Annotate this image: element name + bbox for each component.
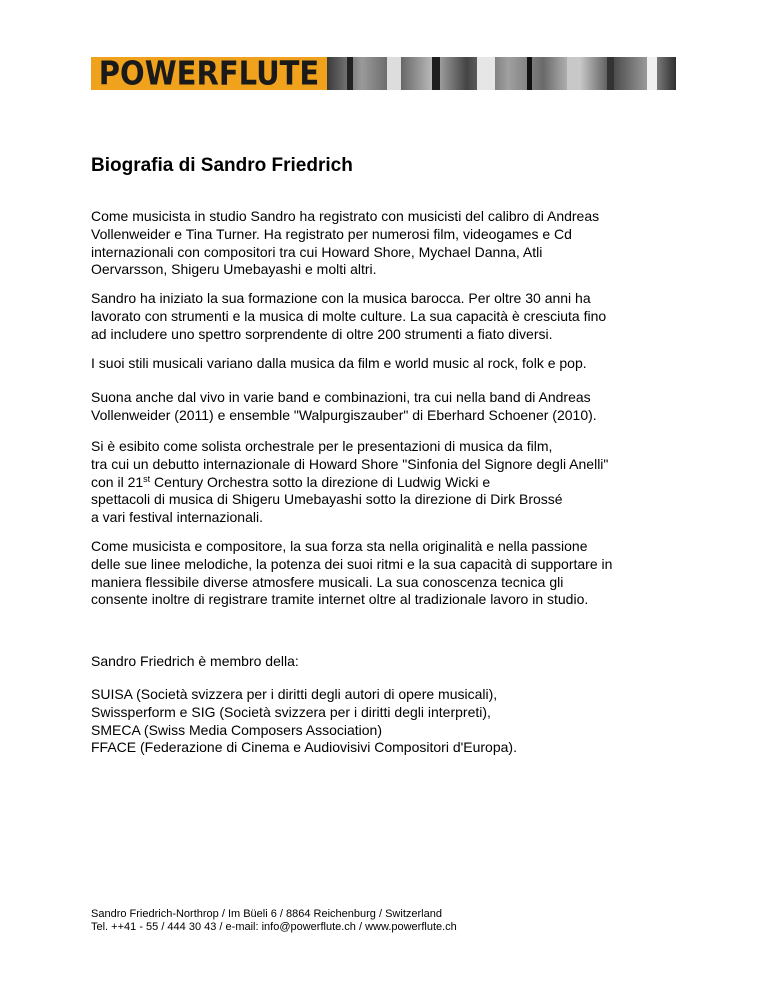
text-line: Suona anche dal vivo in varie band e combinazioni, tra cui nella band di Andreas [91,389,591,405]
paragraph-membership-intro [91,653,691,671]
paragraph-live [91,389,691,425]
text-line: internazionali con compositori tra cui Howard Shore, Mychael Danna, Atli [91,243,543,260]
text-line: Swissperform e SIG (Società svizzera per i diritti degli interpreti), [91,703,491,720]
paragraph-training [91,290,691,343]
footer-address: Sandro Friedrich-Northrop / Im Büeli 6 / 8864 Reichenburg / Switzerland [91,908,442,920]
powerflute-logo [91,57,327,90]
header-banner [91,57,676,90]
text-line: Come musicista in studio Sandro ha registrato con musicisti del calibro di Andreas [91,208,600,224]
text-line [91,474,691,492]
text-fragment: Century Orchestra sotto la direzione di Ludwig Wicki e [150,473,491,490]
text-line: SUISA (Società svizzera per i diritti degli autori di opere musicali), [91,686,498,702]
instrument-collage-image [327,57,676,90]
paragraph-organizations [91,686,691,757]
paragraph-styles [91,355,691,373]
paragraph-studio [91,208,691,279]
text-line: Sandro Friedrich è membro della: [91,653,299,669]
text-line: a vari festival internazionali. [91,509,263,526]
text-line: Vollenweider e Tina Turner. Ha registrato per numerosi film, videogames e Cd [91,225,572,242]
text-line: I suoi stili musicali variano dalla musica da film e world music al rock, folk e pop. [91,355,587,371]
text-line: FFACE (Federazione di Cinema e Audiovisivi Compositori d'Europa). [91,739,517,756]
text-line: lavorato con strumenti e la musica di molte culture. La sua capacità è cresciuta fino [91,307,607,324]
text-line: tra cui un debutto internazionale di Howard Shore "Sinfonia del Signore degli Anelli" [91,455,609,472]
ordinal-superscript: st [143,473,151,484]
text-line: Vollenweider (2011) e ensemble "Walpurgiszauber" di Eberhard Schoener (2010). [91,406,597,423]
paragraph-composer [91,538,691,609]
footer-phone-email-web: Tel. ++41 - 55 / 444 30 43 / e-mail: info@powerflute.ch / www.powerflute.ch [91,921,457,933]
text-line: SMECA (Swiss Media Composers Association) [91,721,382,738]
text-line: ad includere uno spettro sorprendente di oltre 200 strumenti a fiato diversi. [91,325,553,342]
paragraph-soloist [91,438,691,527]
text-line: Sandro ha iniziato la sua formazione con la musica barocca. Per oltre 30 anni ha [91,290,591,306]
text-line: Si è esibito come solista orchestrale per le presentazioni di musica da film, [91,438,553,454]
page-title: Biografia di Sandro Friedrich [91,155,353,176]
footer-contact [91,908,457,934]
logo-text: POWERFLUTE [98,57,320,90]
text-fragment: con il 21 [91,473,144,490]
text-line: Come musicista e compositore, la sua forza sta nella originalità e nella passione [91,538,588,554]
text-line: Oervarsson, Shigeru Umebayashi e molti altri. [91,261,377,278]
text-line: spettacoli di musica di Shigeru Umebayashi sotto la direzione di Dirk Brossé [91,491,563,508]
text-line: maniera flessibile diverse atmosfere musicali. La sua conoscenza tecnica gli [91,573,564,590]
text-line: delle sue linee melodiche, la potenza dei suoi ritmi e la sua capacità di supportare in [91,555,613,572]
text-line: consente inoltre di registrare tramite internet oltre al tradizionale lavoro in studio. [91,591,589,608]
